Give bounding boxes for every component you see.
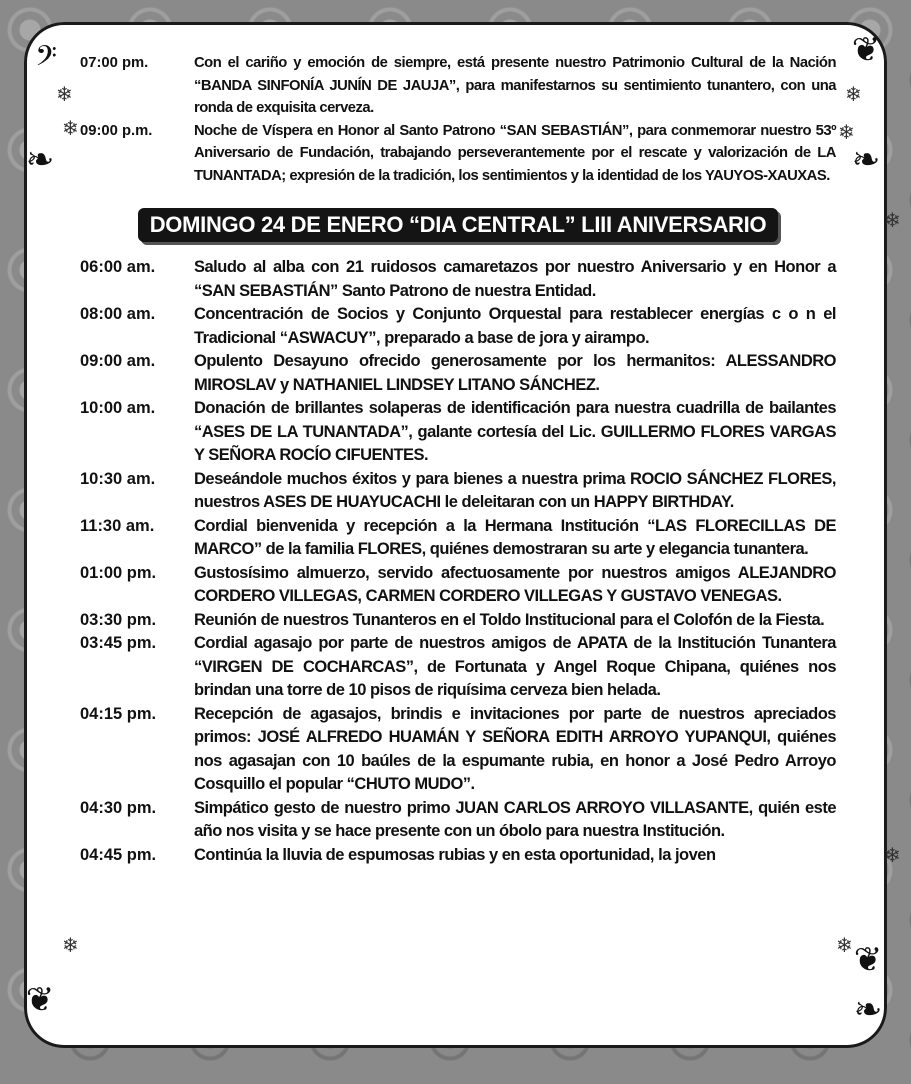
entry-description: Cordial agasajo por parte de nuestros amigos de APATA de la Institución Tunantera “VIRGEN DE COCHARCAS”, de Fortunata y Angel Roque Chipana, quiénes nos brindan una torre de 10 pisos de riquísima cerveza bien helada. — [194, 634, 836, 699]
swirl-ornament-icon: ❧ — [851, 140, 881, 180]
entry-description: Deseándole muchos éxitos y para bienes a nuestra prima ROCIO SÁNCHEZ FLORES, nuestros ASES DE HUAYUCACHI le deleitaran con un HAPPY BIRTHDAY. — [194, 469, 836, 511]
entry-time: 07:00 pm. — [80, 55, 149, 71]
entry-time: 03:30 pm. — [80, 610, 157, 629]
entry-description: Saludo al alba con 21 ruidosos camaretazos por nuestro Aniversario y en Honor a “SAN SEBASTIÁN” Santo Patrono de nuestra Entidad. — [194, 258, 836, 300]
entry-time: 09:00 am. — [80, 352, 156, 370]
schedule-entry — [80, 844, 836, 868]
schedule-entry — [80, 350, 836, 397]
snowflake-icon: ❄ — [884, 843, 901, 867]
entry-time: 09:00 p.m. — [80, 122, 153, 139]
entry-description: Opulento Desayuno ofrecido generosamente por los hermanitos: ALESSANDRO MIROSLAV y NATHANIEL LINDSEY LITANO SÁNCHEZ. — [194, 352, 836, 394]
schedule-entry — [80, 562, 836, 609]
entry-description: Gustosísimo almuerzo, servido afectuosamente por nuestros amigos ALEJANDRO CORDERO VILLEGAS, CARMEN CORDERO VILLEGAS Y GUSTAVO VENEGAS. — [194, 563, 836, 605]
schedule-entry — [80, 303, 836, 350]
schedule-entry — [80, 256, 836, 303]
snowflake-icon: ❄ — [845, 82, 862, 106]
snowflake-icon: ❄ — [836, 933, 853, 957]
schedule-entry — [80, 515, 836, 562]
entry-description: Con el cariño y emoción de siempre, está presente nuestro Patrimonio Cultural de la Nación “BANDA SINFONÍA JUNÍN DE JAUJA”, para manifestarnos su sentimiento tunantero, con una ronda de exquisita cerveza. — [194, 55, 836, 116]
entry-time: 03:45 pm. — [80, 634, 157, 652]
swirl-ornament-icon: ❦ — [25, 980, 55, 1020]
schedule-entry — [80, 609, 836, 633]
snowflake-icon: ❄ — [62, 933, 79, 957]
entry-time: 11:30 am. — [80, 516, 155, 535]
entry-description: Cordial bienvenida y recepción a la Hermana Institución “LAS FLORECILLAS DE MARCO” de la familia FLORES, quiénes demostraran su arte y elegancia tunantera. — [194, 516, 836, 558]
swirl-ornament-icon: ❧ — [25, 140, 55, 180]
entry-description: Simpático gesto de nuestro primo JUAN CARLOS ARROYO VILLASANTE, quién este año nos visita y se hace presente con un óbolo para nuestra Institución. — [194, 798, 836, 840]
entry-description: Donación de brillantes solaperas de identificación para nuestra cuadrilla de bailantes “ASES DE LA TUNANTADA”, galante cortesía del Lic. GUILLERMO FLORES VARGAS Y SEÑORA ROCÍO CIFUENTES. — [194, 399, 836, 464]
day-banner: DOMINGO 24 DE ENERO “DIA CENTRAL” LIII ANIVERSARIO — [138, 208, 779, 242]
schedule-entry — [80, 397, 836, 468]
entry-time: 04:45 pm. — [80, 845, 157, 864]
entry-description: Recepción de agasajos, brindis e invitaciones por parte de nuestros apreciados primos: JOSÉ ALFREDO HUAMÁN Y SEÑORA EDITH ARROYO YUPANQUI, quiénes nos agasajan con 10 baúles de la espumante rubia, en honor a José Pedro Arroyo Cosquillo el popular “CHUTO MUDO”. — [194, 704, 836, 793]
schedule-entry — [80, 52, 836, 120]
schedule-entry — [80, 120, 836, 188]
entry-description: Concentración de Socios y Conjunto Orquestal para restablecer energías c o n el Tradicional “ASWACUY”, preparado a base de jora y airampo. — [194, 305, 836, 347]
schedule-entry — [80, 632, 836, 703]
swirl-ornament-icon: ❦ — [853, 940, 883, 980]
snowflake-icon: ❄ — [838, 120, 855, 144]
entry-time: 06:00 am. — [80, 258, 156, 276]
entry-description: Noche de Víspera en Honor al Santo Patrono “SAN SEBASTIÁN”, para conmemorar nuestro 53º Aniversario de Fundación, trabajando perseverantemente por el rescate y valorización de LA TUNANTADA; expresión de la tradición, los sentimientos y la identidad de los YAUYOS-XAUXAS. — [194, 122, 836, 184]
entry-time: 10:30 am. — [80, 469, 156, 488]
snowflake-icon: ❄ — [62, 116, 79, 140]
snowflake-icon: ❄ — [884, 208, 901, 232]
swirl-ornament-icon: ❧ — [853, 990, 883, 1030]
entry-description: Continúa la lluvia de espumosas rubias y en esta oportunidad, la joven — [194, 845, 716, 864]
snowflake-icon: ❄ — [56, 82, 73, 106]
entry-time: 08:00 am. — [80, 305, 156, 323]
schedule-entry — [80, 703, 836, 797]
entry-time: 04:30 pm. — [80, 798, 157, 817]
entry-time: 10:00 am. — [80, 399, 156, 417]
day-banner-wrap — [80, 208, 836, 242]
schedule-entry — [80, 797, 836, 844]
swirl-ornament-icon: 𝄢 — [35, 40, 57, 80]
entry-description: Reunión de nuestros Tunanteros en el Toldo Institucional para el Colofón de la Fiesta. — [194, 610, 825, 629]
schedule-entry — [80, 468, 836, 515]
entry-time: 01:00 pm. — [80, 563, 157, 582]
program-schedule — [80, 52, 836, 867]
entry-time: 04:15 pm. — [80, 704, 157, 723]
swirl-ornament-icon: ❦ — [851, 30, 881, 70]
